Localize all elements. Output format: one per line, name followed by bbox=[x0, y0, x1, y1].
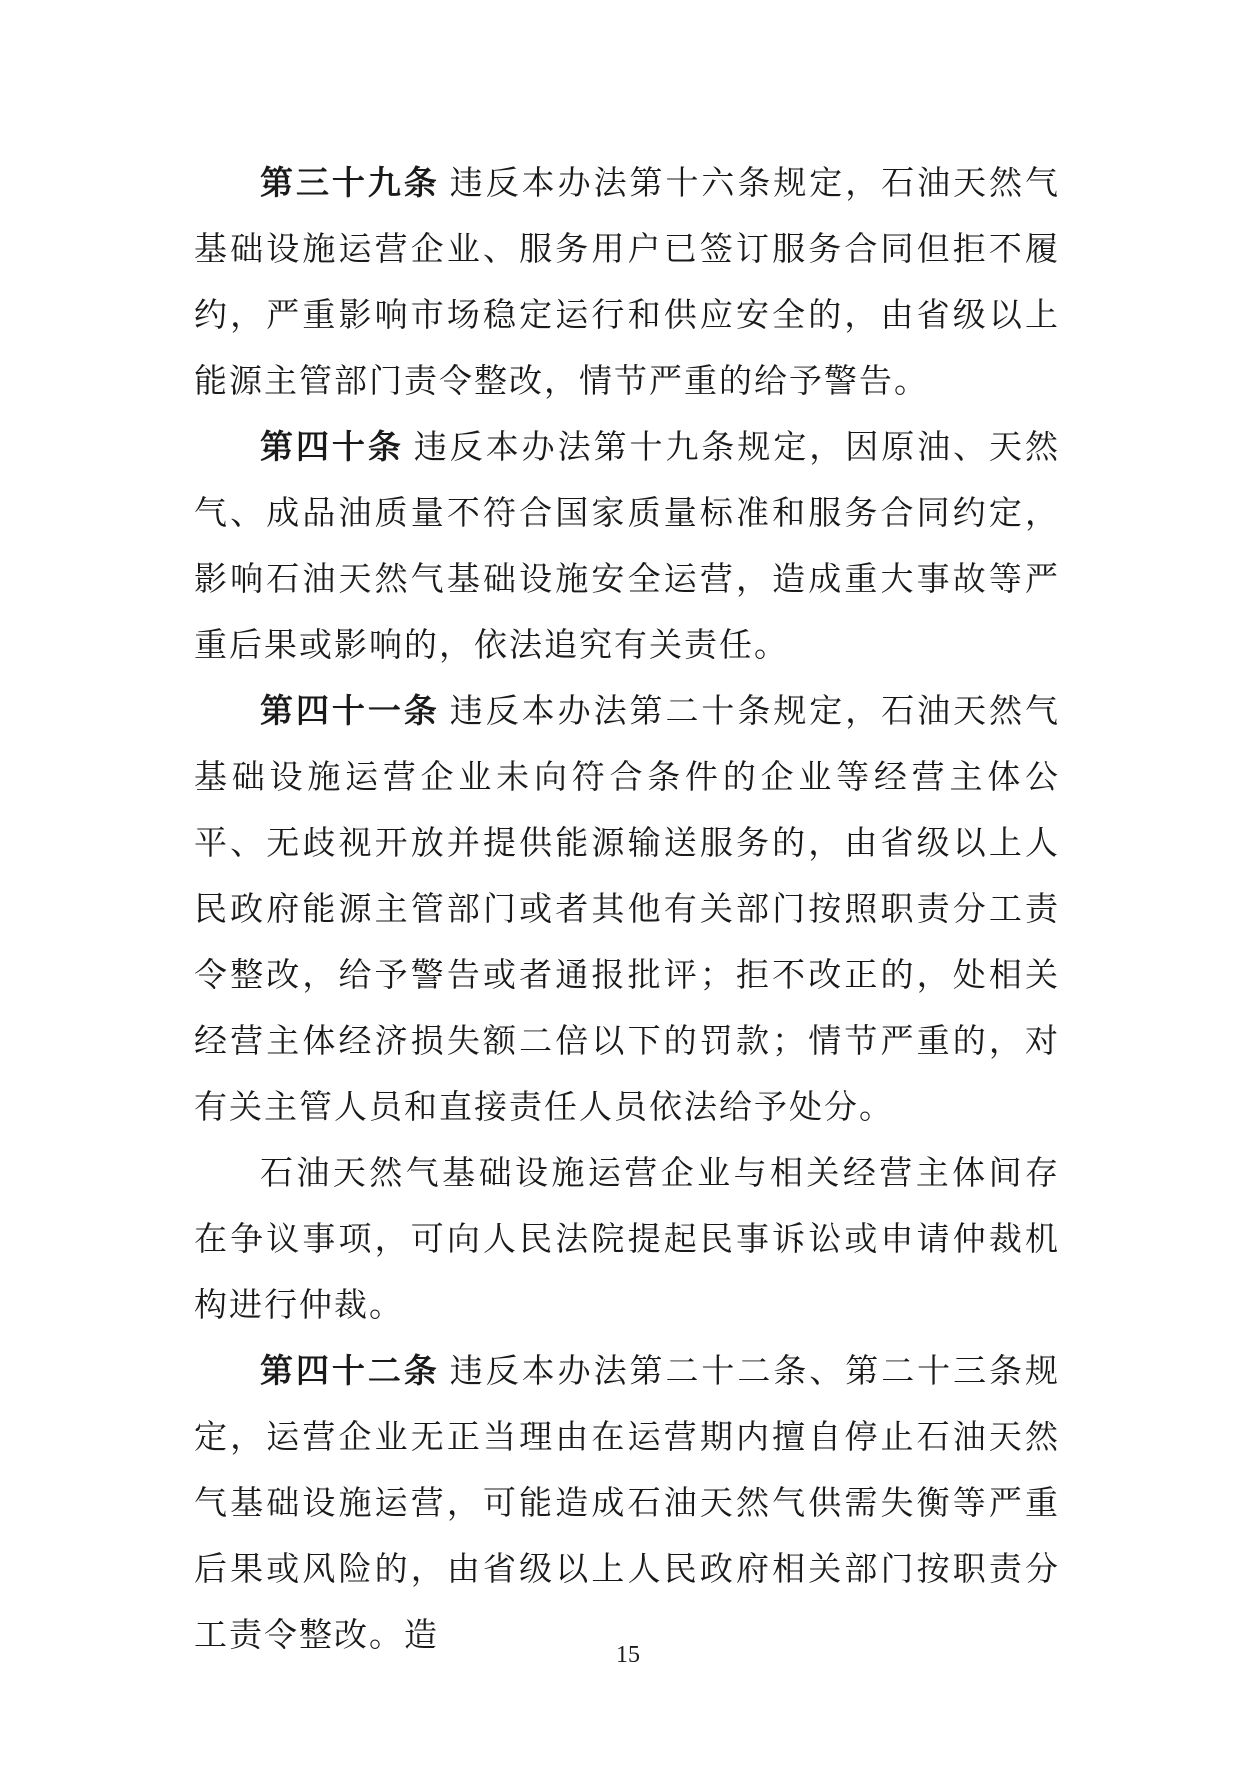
dispute-text: 石油天然气基础设施运营企业与相关经营主体间存在争议事项，可向人民法院提起民事诉讼或申请仲裁机构进行仲裁。 bbox=[194, 1153, 1060, 1324]
article-42-paragraph bbox=[194, 1338, 1060, 1668]
article-40-heading: 第四十条 bbox=[260, 427, 404, 466]
article-42-text: 违反本办法第二十二条、第二十三条规定，运营企业无正当理由在运营期内擅自停止石油天然气基础设施运营，可能造成石油天然气供需失衡等严重后果或风险的，由省级以上人民政府相关部门按职责分工责令整改。造 bbox=[194, 1351, 1061, 1654]
document-body bbox=[194, 150, 1060, 1668]
dispute-paragraph bbox=[194, 1140, 1060, 1338]
article-39-paragraph bbox=[194, 150, 1060, 414]
article-39-heading: 第三十九条 bbox=[260, 163, 440, 202]
article-41-heading: 第四十一条 bbox=[260, 691, 440, 730]
article-41-text: 违反本办法第二十条规定，石油天然气基础设施运营企业未向符合条件的企业等经营主体公平、无歧视开放并提供能源输送服务的，由省级以上人民政府能源主管部门或者其他有关部门按照职责分工责令整改，给予警告或者通报批评；拒不改正的，处相关经营主体经济损失额二倍以下的罚款；情节严重的，对有关主管人员和直接责任人员依法给予处分。 bbox=[194, 691, 1061, 1126]
article-42-heading: 第四十二条 bbox=[260, 1351, 440, 1390]
page-number: 15 bbox=[616, 1642, 640, 1668]
article-40-text: 违反本办法第十九条规定，因原油、天然气、成品油质量不符合国家质量标准和服务合同约定，影响石油天然气基础设施安全运营，造成重大事故等严重后果或影响的，依法追究有关责任。 bbox=[194, 427, 1061, 664]
article-41-paragraph bbox=[194, 678, 1060, 1140]
article-39-text: 违反本办法第十六条规定，石油天然气基础设施运营企业、服务用户已签订服务合同但拒不履约，严重影响市场稳定运行和供应安全的，由省级以上能源主管部门责令整改，情节严重的给予警告。 bbox=[194, 163, 1061, 400]
article-40-paragraph bbox=[194, 414, 1060, 678]
